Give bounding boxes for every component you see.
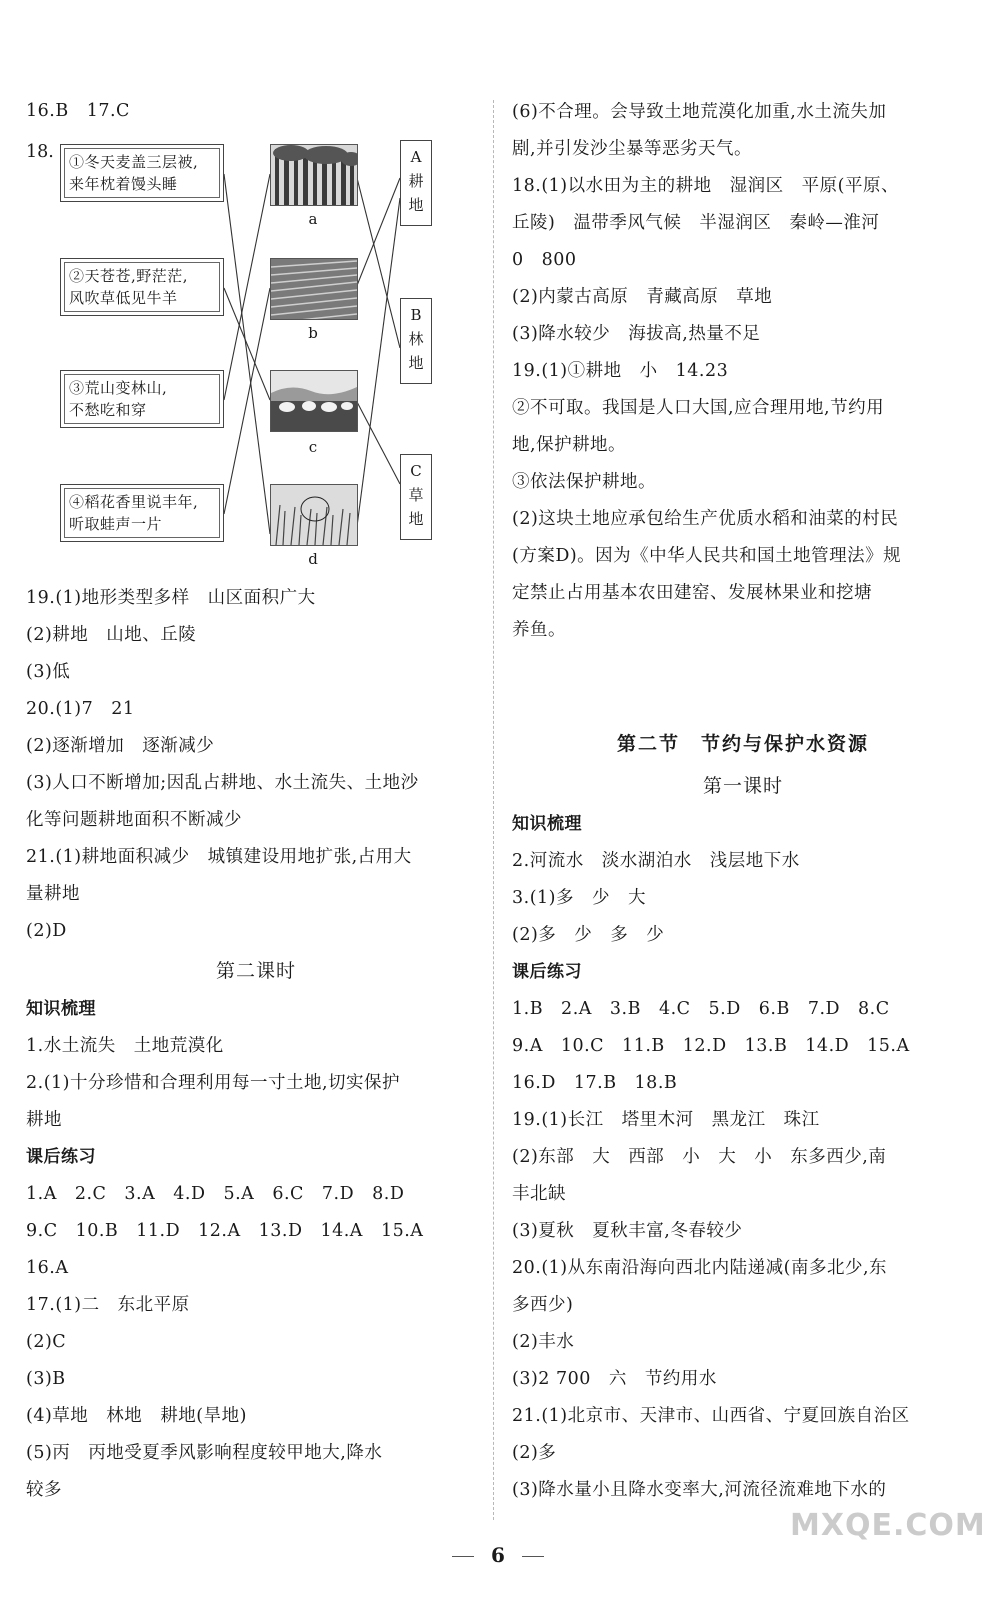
answer-line: 丘陵) 温带季风气候 半湿润区 秦岭—淮河 — [512, 213, 880, 233]
answer-line: 丰北缺 — [512, 1184, 566, 1204]
answer-line: 0 800 — [512, 250, 577, 270]
answer-line: (5)丙 丙地受夏季风影响程度较甲地大,降水 — [26, 1443, 383, 1463]
answer-line: (2)这块土地应承包给生产优质水稻和油菜的村民 — [512, 509, 899, 529]
answer-line: 21.(1)耕地面积减少 城镇建设用地扩张,占用大 — [26, 847, 412, 867]
page-number: 6 — [491, 1543, 505, 1567]
answer-line: 多西少) — [512, 1295, 574, 1315]
lesson-title: 第一课时 — [702, 775, 783, 797]
farmland-photo — [270, 258, 358, 320]
section-heading: 知识梳理 — [26, 999, 96, 1019]
answer-line: (4)草地 林地 耕地(旱地) — [26, 1406, 247, 1426]
answer-line: (2)耕地 山地、丘陵 — [26, 625, 197, 645]
answer-line: (2)逐渐增加 逐渐减少 — [26, 736, 215, 756]
grassland-photo — [270, 370, 358, 432]
answer-line: (2)内蒙古高原 青藏高原 草地 — [512, 287, 773, 307]
answer-line: 19.(1)①耕地 小 14.23 — [512, 361, 729, 381]
poem-box-4: ④稻花香里说丰年, 听取蛙声一片 — [60, 484, 224, 542]
lesson-title: 第二课时 — [215, 960, 296, 982]
answer-line: 19.(1)长江 塔里木河 黑龙江 珠江 — [512, 1110, 820, 1130]
poem-box-2: ②天苍苍,野茫茫, 风吹草低见牛羊 — [60, 258, 224, 316]
answer-line: 地,保护耕地。 — [512, 435, 627, 455]
answer-line: 定禁止占用基本农田建窑、发展林果业和挖塘 — [512, 583, 872, 603]
answer-line: 剧,并引发沙尘暴等恶劣天气。 — [512, 139, 753, 159]
land-type-box-c: C 草 地 — [400, 454, 432, 540]
answer-line: ②不可取。我国是人口大国,应合理用地,节约用 — [512, 398, 885, 418]
section-title: 第二节 节约与保护水资源 — [616, 733, 869, 755]
answer-line: (3)低 — [26, 662, 71, 682]
answer-line: 1.A 2.C 3.A 4.D 5.A 6.C 7.D 8.D — [26, 1184, 405, 1204]
answer-line: 1.水土流失 土地荒漠化 — [26, 1036, 224, 1056]
land-type-box-b: B 林 地 — [400, 298, 432, 384]
answer-line: (2)多 — [512, 1443, 557, 1463]
answer-line: 19.(1)地形类型多样 山区面积广大 — [26, 588, 316, 608]
answer-line: 18.(1)以水田为主的耕地 湿润区 平原(平原、 — [512, 176, 899, 196]
poem-box-1: ①冬天麦盖三层被, 来年枕着馒头睡 — [60, 144, 224, 202]
answer-line: (2)多 少 多 少 — [512, 925, 665, 945]
section-heading: 课后练习 — [26, 1147, 96, 1167]
answer-line: 20.(1)从东南沿海向西北内陆递减(南多北少,东 — [512, 1258, 888, 1278]
answer-line: (3)降水量小且降水变率大,河流径流难地下水的 — [512, 1480, 887, 1500]
footer-dash-right — [522, 1556, 544, 1557]
answer-line: 量耕地 — [26, 884, 80, 904]
answer-line: 16.A — [26, 1258, 69, 1278]
answer-line: 耕地 — [26, 1110, 62, 1130]
answer-line: (2)丰水 — [512, 1332, 575, 1352]
answer-line: (2)C — [26, 1332, 67, 1352]
answer-line: (3)夏秋 夏秋丰富,冬春较少 — [512, 1221, 743, 1241]
photo-label-c: c — [308, 438, 318, 456]
matching-diagram — [26, 138, 446, 578]
column-divider — [493, 100, 494, 1520]
answer-line: 1.B 2.A 3.B 4.C 5.D 6.B 7.D 8.C — [512, 999, 890, 1019]
page-footer — [0, 1543, 996, 1567]
footer-dash-left — [452, 1556, 474, 1557]
answer-line: (3)人口不断增加;因乱占耕地、水土流失、土地沙 — [26, 773, 419, 793]
photo-label-a: a — [308, 210, 318, 228]
answer-line: 17.(1)二 东北平原 — [26, 1295, 190, 1315]
answer-line: (2)东部 大 西部 小 大 小 东多西少,南 — [512, 1147, 887, 1167]
answer-line: 20.(1)7 21 — [26, 699, 135, 719]
photo-label-d: d — [308, 550, 318, 568]
section-heading: 知识梳理 — [512, 814, 582, 834]
land-type-box-a: A 耕 地 — [400, 140, 432, 226]
answer-line: 3.(1)多 少 大 — [512, 888, 646, 908]
rice-field-photo — [270, 484, 358, 546]
answer-line: 16.B 17.C — [26, 101, 130, 121]
answer-line: 养鱼。 — [512, 620, 566, 640]
answer-line: (3)降水较少 海拔高,热量不足 — [512, 324, 761, 344]
answer-line: 21.(1)北京市、天津市、山西省、宁夏回族自治区 — [512, 1406, 910, 1426]
answer-line: (6)不合理。会导致土地荒漠化加重,水土流失加 — [512, 102, 887, 122]
question-number: 18. — [26, 142, 54, 162]
answer-line: (2)D — [26, 921, 67, 941]
answer-line: 2.河流水 淡水湖泊水 浅层地下水 — [512, 851, 800, 871]
watermark: MXQE.COM — [790, 1508, 986, 1543]
answer-line: (方案D)。因为《中华人民共和国土地管理法》规 — [512, 546, 902, 566]
section-heading: 课后练习 — [512, 962, 582, 982]
answer-line: 16.D 17.B 18.B — [512, 1073, 678, 1093]
poem-box-3: ③荒山变林山, 不愁吃和穿 — [60, 370, 224, 428]
answer-line: 较多 — [26, 1480, 62, 1500]
answer-line: 9.A 10.C 11.B 12.D 13.B 14.D 15.A — [512, 1036, 910, 1056]
photo-label-b: b — [308, 324, 318, 342]
answer-line: 9.C 10.B 11.D 12.A 13.D 14.A 15.A — [26, 1221, 424, 1241]
answer-line: (3)2 700 六 节约用水 — [512, 1369, 717, 1389]
answer-line: ③依法保护耕地。 — [512, 472, 656, 492]
forest-photo — [270, 144, 358, 206]
answer-line: 化等问题耕地面积不断减少 — [26, 810, 242, 830]
answer-line: 2.(1)十分珍惜和合理利用每一寸土地,切实保护 — [26, 1073, 401, 1093]
answer-line: (3)B — [26, 1369, 66, 1389]
